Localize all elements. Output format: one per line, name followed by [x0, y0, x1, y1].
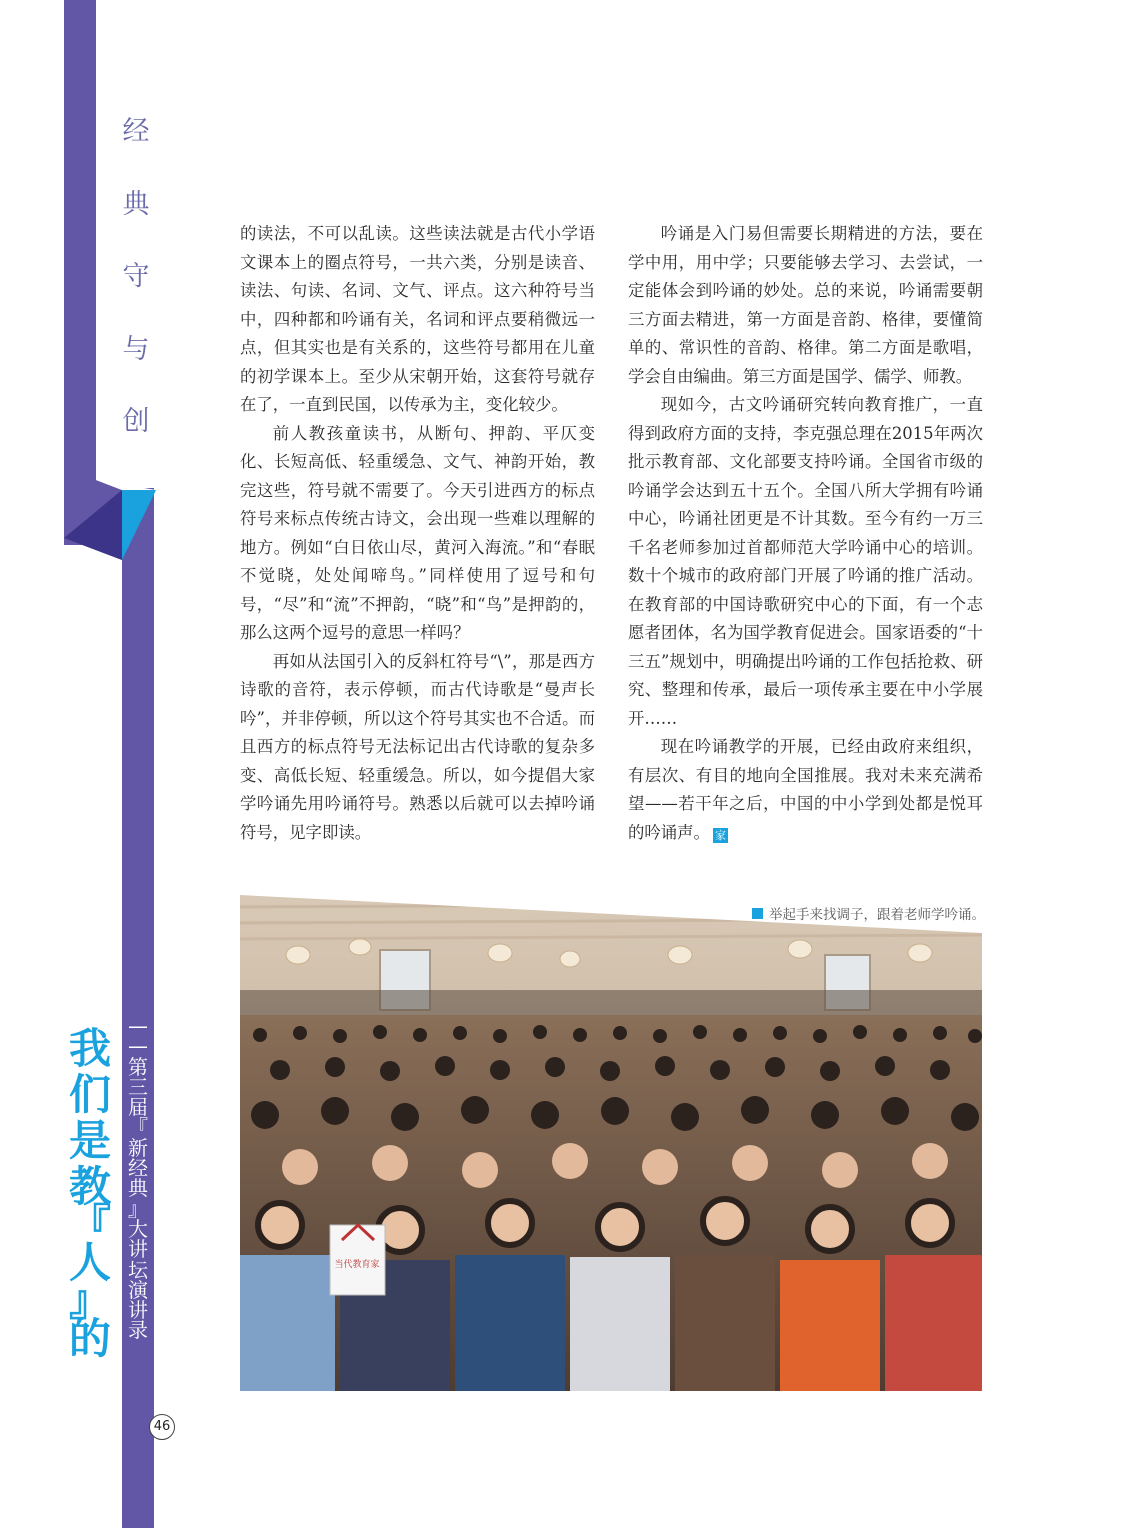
bag-label: 当代教育家 [334, 1260, 380, 1270]
section-title-char: 典 [122, 188, 150, 220]
series-title-char: 是 [68, 1116, 111, 1165]
series-title-char: 』 [68, 1276, 111, 1325]
paragraph: 前人教孩童读书，从断句、押韵、平仄变化、长短高低、轻重缓急、文气、神韵开始，教完这些，符号就不需要了。今天引进西方的标点符号来标点传统古诗文，会出现一些难以理解的地方。例如“白日依山尽，黄河入海流。”和“春眠不觉晓，处处闻啼鸟。”同样使用了逗号和句号，“尽”和“流”不押韵，“晓”和“鸟”是押韵的，那么这两个逗号的意思一样吗？ [240, 423, 595, 642]
series-subtitle-char: 三 [128, 1074, 148, 1099]
series-subtitle-char: 典 [128, 1176, 148, 1201]
series-title-char: 『 [68, 1200, 111, 1249]
series-title-char: 的 [68, 1314, 111, 1363]
series-subtitle-char: 第 [128, 1054, 148, 1079]
section-title-char: 创 [122, 406, 150, 437]
series-subtitle-char: 讲 [128, 1298, 148, 1323]
series-title-char: 教 [68, 1162, 111, 1211]
paragraph: 的读法，不可以乱读。这些读法就是古代小学语文课本上的圈点符号，一共六类，分别是读音、读法、句读、名词、文气、评点。这六种符号当中，四种都和吟诵有关，名词和评点要稍微远一点，但其实也是有关系的，这些符号都用在儿童的初学课本上。至少从宋朝开始，这套符号就存在了，一直到民国，以传承为主，变化较少。 [240, 224, 595, 414]
top-side-band [64, 0, 96, 545]
audience-photo [240, 895, 982, 1391]
series-title-char: 人 [68, 1238, 111, 1287]
paragraph: 现如今，古文吟诵研究转向教育推广，一直得到政府方面的支持，李克强总理在2015年两次批示教育部、文化部要支持吟诵。全国省市级的吟诵学会达到五十五个。全国八所大学拥有吟诵中心，吟诵社团更是不计其数。至今有约一万三千名老师参加过首都师范大学吟诵中心的培训。数十个城市的政府部门开展了吟诵的推广活动。在教育部的中国诗歌研究中心的下面，有一个志愿者团体，名为国学教育促进会。国家语委的“十三五”规划中，明确提出吟诵的工作包括抢救、研究、整理和传承，最后一项传承主要在中小学展开…… [628, 395, 983, 728]
series-subtitle [123, 1016, 153, 1341]
series-subtitle-char: — [128, 1014, 148, 1038]
paragraph-text: 现在吟诵教学的开展，已经由政府来组织，有层次、有目的地向全国推展。我对未来充满希望——若干年之后，中国的中小学到处都是悦耳的吟诵声。 [628, 737, 983, 842]
caption-marker-icon [752, 908, 763, 919]
section-title-char: 与 [122, 333, 150, 365]
paragraph: 吟诵是入门易但需要长期精进的方法，要在学中用，用中学；只要能够去学习、去尝试，一定能体会到吟诵的妙处。总的来说，吟诵需要朝三方面去精进，第一方面是音韵、格律，要懂简单的、常识性的音韵、格律。第二方面是歌唱，学会自由编曲。第三方面是国学、儒学、师教。 [628, 224, 983, 386]
series-subtitle-char: 』 [128, 1196, 148, 1221]
series-subtitle-char: 『 [128, 1115, 148, 1140]
paragraph: 再如从法国引入的反斜杠符号“\”，那是西方诗歌的音符，表示停顿，而古代诗歌是“曼声长吟”，并非停顿，所以这个符号其实也不合适。而且西方的标点符号无法标记出古代诗歌的复杂多变、高低长短、轻重缓急。所以，如今提倡大家学吟诵先用吟诵符号。熟悉以后就可以去掉吟诵符号，见字即读。 [240, 651, 595, 842]
series-title-char: 我 [68, 1024, 111, 1073]
series-title-char: 们 [68, 1070, 111, 1119]
caption-text: 举起手来找调子，跟着老师学吟诵。 [769, 907, 985, 923]
page-number: 46 [149, 1414, 175, 1440]
series-subtitle-char: 演 [128, 1277, 148, 1302]
main-side-band [122, 488, 154, 1528]
series-subtitle-char: 讲 [128, 1237, 148, 1262]
photo-caption [752, 903, 985, 923]
paragraph-last [628, 733, 983, 847]
series-subtitle-char: 录 [128, 1318, 148, 1343]
series-subtitle-char: 经 [128, 1156, 148, 1181]
section-title-char: 守 [122, 261, 150, 292]
end-mark-icon: 家 [714, 828, 726, 842]
series-subtitle-char: 坛 [128, 1257, 148, 1282]
section-title-char: 经 [122, 116, 150, 147]
series-subtitle-char: 新 [128, 1135, 148, 1160]
series-title [66, 1026, 114, 1362]
series-subtitle-char: 届 [128, 1095, 148, 1120]
right-text-column [628, 220, 983, 847]
series-subtitle-char: — [128, 1034, 148, 1059]
audience-photo-illustration [240, 895, 982, 1391]
series-subtitle-char: 大 [128, 1216, 148, 1241]
section-vertical-title [118, 112, 154, 475]
band-fold-decoration [64, 480, 156, 560]
left-text-column [240, 220, 595, 847]
